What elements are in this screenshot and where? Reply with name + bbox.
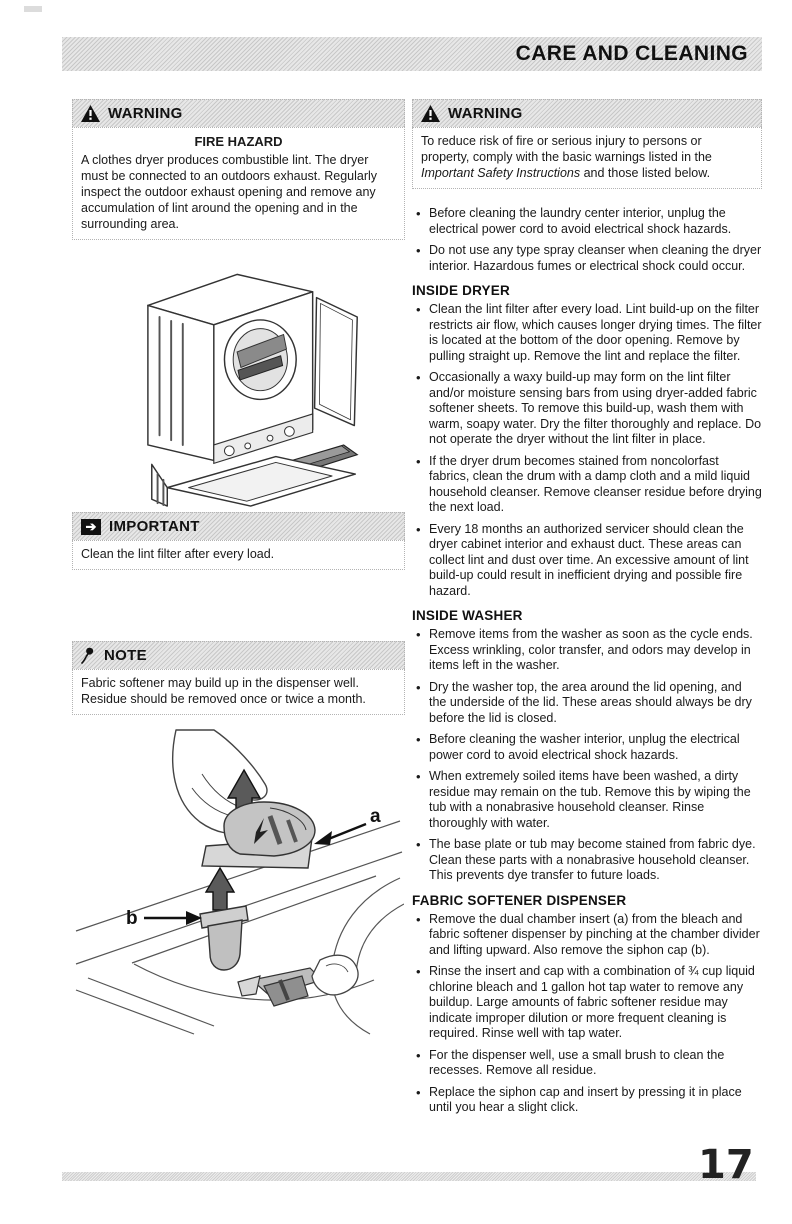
fabric-softener-bullet-list	[414, 912, 762, 1116]
page-title: CARE AND CLEANING	[515, 42, 748, 65]
note-box	[72, 641, 405, 715]
inside-washer-bullet-list	[414, 627, 762, 884]
bullet-text: Remove items from the washer as soon as the cycle ends. Excess wrinkling, color transfer, and odors may develop in items left in the washer.	[429, 627, 753, 672]
fire-hazard-title: FIRE HAZARD	[194, 134, 283, 149]
warning-header	[72, 99, 405, 127]
bullet-text: Before cleaning the laundry center interior, unplug the electrical power cord to avoid electrical shock hazards.	[429, 206, 732, 236]
bullet-text: Occasionally a waxy build-up may form on the lint filter and/or moisture sensing bars from using dryer-added fabric softener sheets. To remove this build-up, wash them with warm, soapy water. Dry the filter thoroughly and replace. Do not operate the dryer without the lint filter in place.	[429, 370, 762, 446]
bullet-text: Replace the siphon cap and insert by pressing it in place until you hear a slight click.	[429, 1084, 742, 1114]
warning-icon	[421, 105, 440, 122]
list-item	[414, 912, 762, 959]
right-column	[412, 99, 762, 1122]
print-artifact-mark	[24, 6, 42, 12]
important-text: Clean the lint filter after every load.	[81, 547, 275, 561]
note-pin-icon	[81, 647, 96, 664]
figure-label-b: b	[125, 908, 138, 929]
bullet-text: Clean the lint filter after every load. Lint build-up on the filter restricts air flow, which causes longer drying times. The filter is located at the bottom of the door opening. Remove by pulling straight up. Remove the lint and replace the filter.	[429, 302, 762, 363]
figure-dryer-lint-filter	[72, 255, 405, 507]
list-item	[414, 769, 762, 831]
important-arrow-icon: ➔	[81, 519, 101, 535]
inside-dryer-bullet-list	[414, 302, 762, 599]
warning-text-italic: Important Safety Instructions	[421, 166, 581, 180]
list-item	[414, 627, 762, 674]
warning-text-pre: To reduce risk of fire or serious injury to persons or property, comply with the basic warnings listed in the	[421, 134, 712, 164]
note-text: Fabric softener may build up in the dispenser well. Residue should be removed once or twice a month.	[81, 676, 366, 706]
warning-text: A clothes dryer produces combustible lint. The dryer must be connected to an outdoors exhaust. Regularly inspect the outdoor exhaust opening and remove any accumulation of lint around the opening and in the surrounding area.	[81, 153, 378, 231]
warning-icon	[81, 105, 100, 122]
important-label: IMPORTANT	[109, 518, 200, 535]
list-item	[414, 1085, 762, 1116]
bullet-text: If the dryer drum becomes stained from noncolorfast fabrics, clean the drum with a damp cloth and a mild liquid household cleanser. Remove cleanser residue before drying the next load.	[429, 453, 762, 514]
note-header	[72, 641, 405, 669]
page-header-band	[62, 37, 762, 71]
list-item	[414, 837, 762, 884]
list-item	[414, 206, 762, 237]
list-item	[414, 454, 762, 516]
page-number: 17	[698, 1142, 754, 1188]
warning-label: WARNING	[448, 105, 523, 122]
bullet-text: Before cleaning the washer interior, unplug the electrical power cord to avoid electrical shock hazards.	[429, 732, 740, 762]
important-header	[72, 512, 405, 540]
bullet-text: Do not use any type spray cleanser when cleaning the dryer interior. Hazardous fumes or electrical shock could occur.	[429, 243, 762, 273]
list-item	[414, 680, 762, 727]
important-body	[72, 540, 405, 570]
warning-label: WARNING	[108, 105, 183, 122]
note-body	[72, 669, 405, 715]
left-column	[72, 99, 405, 1036]
warning-box-fire-hazard	[72, 99, 405, 240]
list-item	[414, 732, 762, 763]
list-item	[414, 370, 762, 448]
warning-text-post: and those listed below.	[580, 166, 711, 180]
intro-bullet-list	[414, 206, 762, 274]
list-item	[414, 243, 762, 274]
list-item	[414, 1048, 762, 1079]
note-label: NOTE	[104, 647, 147, 664]
dispenser-illustration	[74, 728, 404, 1036]
bullet-text: Remove the dual chamber insert (a) from the bleach and fabric softener dispenser by pinching at the chamber divider and lifting upward. Also remove the siphon cap (b).	[429, 911, 760, 957]
warning-body	[72, 127, 405, 240]
important-box	[72, 512, 405, 570]
list-item	[414, 302, 762, 364]
list-item	[414, 522, 762, 600]
list-item	[414, 964, 762, 1042]
section-heading-inside-dryer: INSIDE DRYER	[412, 283, 510, 298]
warning-header	[412, 99, 762, 127]
bullet-text: For the dispenser well, use a small brush to clean the recesses. Remove all residue.	[429, 1047, 725, 1077]
figure-label-a: a	[369, 806, 381, 827]
bullet-text: When extremely soiled items have been washed, a dirty residue may remain on the tub. Remove this by wiping the tub with a nonabrasive household cleanser. Rinse thoroughly with water.	[429, 769, 751, 830]
warning-body	[412, 127, 762, 189]
bullet-text: Rinse the insert and cap with a combination of ¾ cup liquid chlorine bleach and 1 gallon hot tap water to remove any buildup. Large amounts of fabric softener residue may indicate improper dilution or more frequent cleaning is required. Rinse well with tap water.	[429, 964, 755, 1040]
footer-band	[62, 1172, 756, 1181]
bullet-text: Dry the washer top, the area around the lid opening, and the underside of the lid. These areas should always be dry before the lid is closed.	[429, 679, 752, 725]
bullet-text: Every 18 months an authorized servicer should clean the dryer cabinet interior and exhaust duct. These areas can collect lint and dust over time. An excessive amount of lint build-up could result in inefficient drying and possible fire hazard.	[429, 521, 749, 598]
section-heading-inside-washer: INSIDE WASHER	[412, 608, 523, 623]
figure-dispenser-cleaning	[72, 728, 405, 1036]
warning-box-general	[412, 99, 762, 189]
bullet-text: The base plate or tub may become stained from fabric dye. Clean these parts with a nonabrasive household cleanser. This prevents dye transfer to future loads.	[429, 837, 756, 882]
section-heading-fabric-softener-dispenser: FABRIC SOFTENER DISPENSER	[412, 892, 627, 908]
dryer-illustration	[113, 255, 365, 507]
